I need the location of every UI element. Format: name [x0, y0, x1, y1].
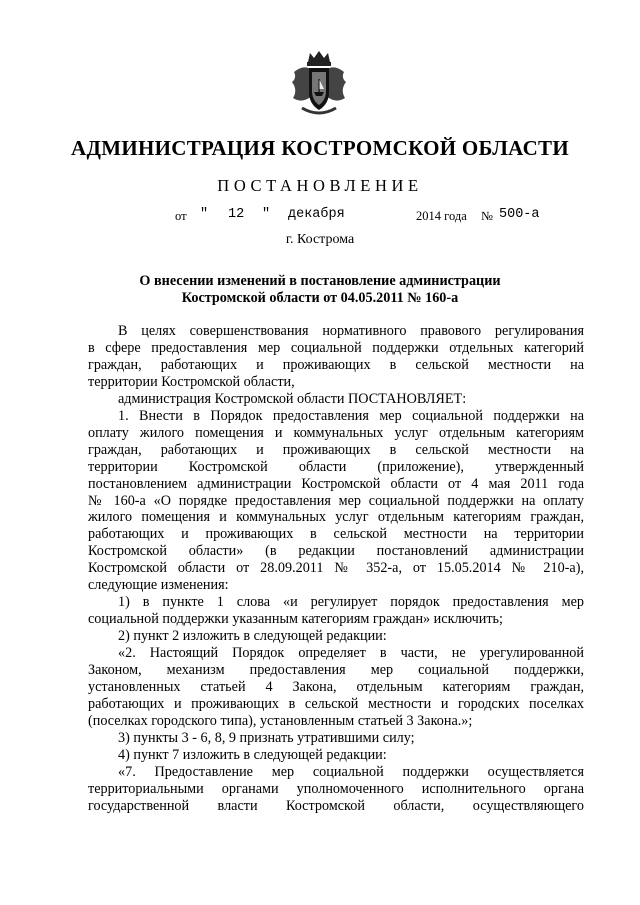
- date-day: 12: [228, 207, 245, 222]
- body-line: постановлением администрации Костромской области от 4 мая 2011 года: [88, 475, 584, 492]
- coat-of-arms-icon: [288, 48, 350, 120]
- body-line: государственной власти Костромской области, осуществляющего: [88, 797, 584, 814]
- body-line: работающих и проживающих в сельской местности на территории: [88, 526, 584, 543]
- document-number: 500-а: [499, 207, 540, 222]
- date-line: [0, 207, 640, 231]
- body-line: В целях совершенствования нормативного правового регулирования: [118, 323, 584, 339]
- title-line: О внесении изменений в постановление администрации: [139, 273, 501, 289]
- body-line: социальной поддержки указанным категориям граждан» исключить;: [88, 611, 503, 628]
- body-line: в сфере предоставления мер социальной поддержки отдельных категорий: [88, 339, 584, 356]
- document-type: ПОСТАНОВЛЕНИЕ: [217, 176, 423, 195]
- body-line: Костромской области от 28.09.2011 № 352-а, от 15.05.2014 № 210-а),: [88, 560, 584, 577]
- body-line: следующие изменения:: [88, 577, 229, 594]
- body-line: Законом, механизм предоставления мер социальной поддержки,: [88, 662, 584, 679]
- body-line: установленных статьей 4 Закона, отдельным категориям граждан,: [88, 679, 584, 696]
- body-line: «2. Настоящий Порядок определяет в части, не урегулированной: [118, 645, 584, 662]
- organization-name: АДМИНИСТРАЦИЯ КОСТРОМСКОЙ ОБЛАСТИ: [71, 136, 569, 160]
- date-year: 2014 года: [416, 209, 467, 223]
- body-line: (поселках городского типа), установленным статьей 3 Закона.»;: [88, 712, 473, 729]
- date-from-label: от: [175, 209, 187, 223]
- body-line: работающих и проживающих в сельской местности и городских поселках: [88, 695, 584, 712]
- document-body: [88, 323, 584, 815]
- body-line: территории Костромской области (приложение), утвержденный: [88, 458, 584, 475]
- body-line: граждан, работающих и проживающих в сельской местности на: [88, 356, 584, 373]
- body-line: оплату жилого помещения и коммунальных услуг отдельным категориям: [88, 424, 584, 441]
- body-line: 1) в пункте 1 слова «и регулирует порядок предоставления мер: [118, 594, 584, 611]
- body-line: 3) пункты 3 - 6, 8, 9 признать утратившими силу;: [118, 729, 415, 746]
- body-line: территории Костромской области,: [88, 373, 295, 390]
- title-line: Костромской области от 04.05.2011 № 160-а: [181, 290, 459, 306]
- date-close-quote: ": [262, 207, 271, 222]
- date-open-quote: ": [200, 207, 209, 222]
- date-month: декабря: [288, 207, 345, 222]
- body-line: 1. Внести в Порядок предоставления мер социальной поддержки на: [118, 407, 584, 424]
- body-line: № 160-а «О порядке предоставления мер социальной поддержки на оплату: [88, 492, 584, 509]
- body-line: 2) пункт 2 изложить в следующей редакции:: [118, 628, 387, 645]
- document-number-label: №: [481, 209, 493, 223]
- city: г. Кострома: [285, 232, 355, 247]
- body-line: «7. Предоставление мер социальной поддержки осуществляется: [118, 763, 584, 780]
- body-line: Костромской области» (в редакции постановлений администрации: [88, 543, 584, 560]
- body-line: жилого помещения и коммунальных услуг отдельным категориям граждан,: [88, 509, 584, 526]
- body-line: администрация Костромской области ПОСТАНОВЛЯЕТ:: [118, 390, 467, 407]
- document-title: [96, 273, 544, 307]
- body-line: граждан, работающих и проживающих в сельской местности на: [88, 441, 584, 458]
- body-line: 4) пункт 7 изложить в следующей редакции:: [118, 746, 387, 763]
- body-line: территориальными органами уполномоченного исполнительного органа: [88, 780, 584, 797]
